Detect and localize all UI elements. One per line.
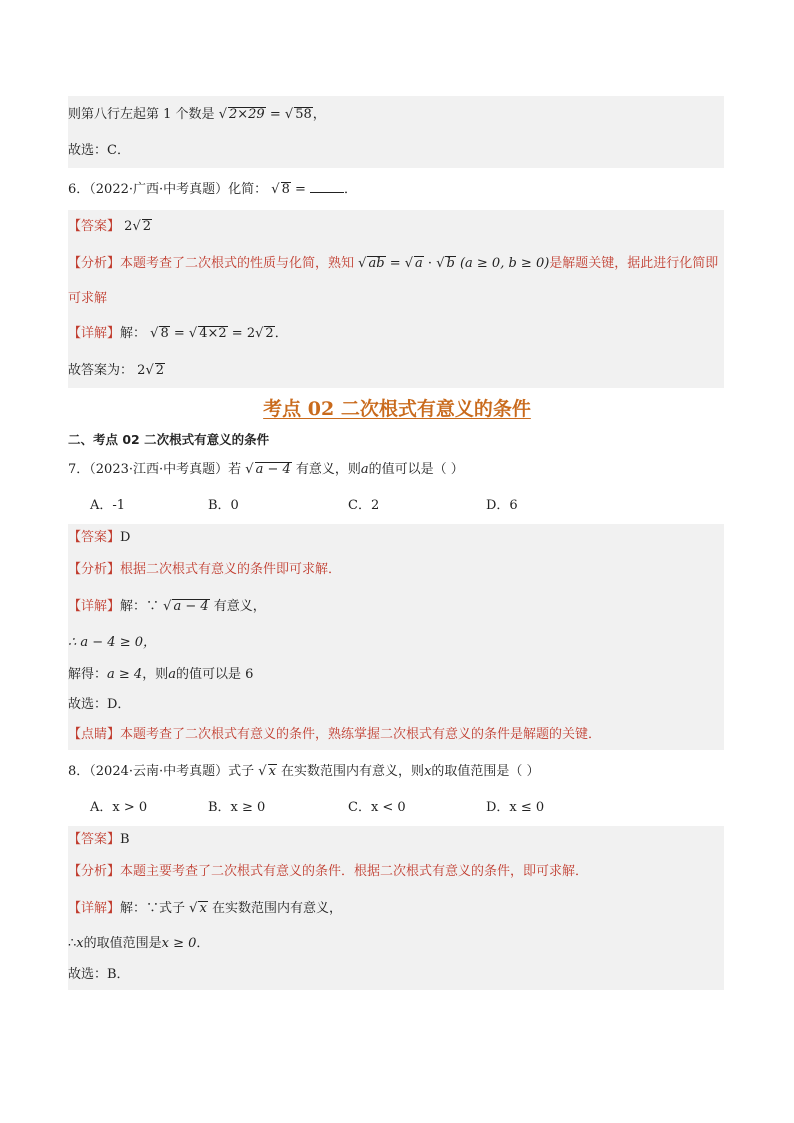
text: B	[120, 832, 130, 847]
text: 解得：	[68, 667, 108, 682]
prev-solution-line	[68, 96, 724, 134]
radicand: 2	[265, 326, 274, 341]
text: ．	[196, 936, 210, 951]
q7-analysis	[68, 552, 724, 588]
text: 2	[246, 326, 256, 341]
q8-detail	[68, 890, 724, 928]
q7-answer	[68, 524, 724, 552]
text: 本题考查了二次根式有意义的条件，熟练掌握二次根式有意义的条件是解题的关键．	[120, 727, 602, 742]
text: 则第八行左起第 1 个数是	[68, 107, 215, 122]
text: 解：∵	[120, 599, 160, 614]
text: 的取值范围是	[83, 936, 162, 951]
answer-tag: 【答案】	[68, 530, 121, 545]
q7-step1	[68, 626, 724, 660]
text: 7．（2023·江西·中考真题）若	[68, 462, 242, 477]
q6-analysis: 【分析】本题考查了二次根式的性质与化简，熟知 √ ab = √ a · √ b (a ≥ 0, b ≥ 0)是解题关键，据此进行化简即	[68, 244, 724, 284]
section-subtitle: 二、考点 02 二次根式有意义的条件	[68, 432, 270, 447]
text: ，	[312, 107, 326, 122]
text: 根据二次根式有意义的条件即可求解．	[120, 562, 342, 577]
analysis-tag: 【分析】	[68, 562, 121, 577]
option-a[interactable]: A．-1	[90, 498, 126, 513]
radical-sign-icon: √	[188, 326, 198, 341]
radical-sign-icon: √	[218, 107, 227, 122]
q8-stem	[68, 762, 724, 782]
option-c[interactable]: C．x < 0	[348, 800, 406, 815]
text: 在实数范围内有意义，则	[281, 764, 425, 779]
option-b[interactable]: B．0	[208, 498, 239, 513]
detail-tag: 【详解】	[68, 901, 121, 916]
text: 有意义，则	[295, 462, 361, 477]
q6-stem: 6．（2022·广西·中考真题）化简： √ 8 = ．	[68, 182, 358, 197]
text: 本题主要考查了二次根式有意义的条件．根据二次根式有意义的条件，即可求解．	[120, 864, 589, 879]
radicand: ab	[368, 256, 385, 271]
q8-step1	[68, 928, 724, 960]
q7-point	[68, 720, 724, 750]
variable: x	[424, 764, 432, 779]
q7-step2	[68, 660, 724, 690]
text: 故选：C．	[68, 143, 130, 158]
q7-options	[68, 496, 724, 516]
q8-options	[68, 798, 724, 818]
analysis-tag: 【分析】	[68, 256, 121, 271]
radicand: 4×2	[199, 326, 227, 341]
radical-sign-icon: √	[404, 256, 414, 271]
text: ∴ a − 4 ≥ 0，	[68, 635, 157, 650]
q7-step3	[68, 690, 724, 720]
variable: a	[168, 667, 176, 682]
condition: (a ≥ 0, b ≥ 0)	[459, 256, 550, 271]
radicand: 2×29	[228, 107, 265, 122]
radical-sign-icon: √	[271, 182, 280, 197]
text: 解：∵式子	[120, 901, 186, 916]
variable: a	[360, 462, 369, 477]
radical-sign-icon: √	[150, 326, 159, 341]
radical-sign-icon: √	[255, 326, 264, 341]
text: 故选：D．	[68, 697, 131, 712]
text: 有意义，	[213, 599, 266, 614]
option-a[interactable]: A．x > 0	[90, 800, 148, 815]
option-b[interactable]: B．x ≥ 0	[208, 800, 266, 815]
radical-sign-icon: √	[284, 107, 294, 122]
option-d[interactable]: D．6	[486, 498, 518, 513]
text: 本题考查了二次根式的性质与化简，熟知	[120, 256, 355, 271]
text: ．	[274, 326, 288, 341]
text: ，则	[142, 667, 169, 682]
q8-analysis	[68, 854, 724, 890]
radical-sign-icon: √	[436, 256, 445, 271]
radicand: 8	[281, 182, 290, 197]
radical-sign-icon: √	[163, 599, 172, 614]
answer-tag: 【答案】	[68, 219, 121, 234]
option-c[interactable]: C．2	[348, 498, 380, 513]
option-d[interactable]: D．x ≤ 0	[486, 800, 545, 815]
text: ∴	[68, 936, 77, 951]
text: 解：	[120, 326, 147, 341]
text: 的值可以是（ ）	[368, 462, 464, 477]
radical-sign-icon: √	[132, 219, 141, 234]
radicand: 8	[160, 326, 169, 341]
text: 的取值范围是（ ）	[431, 764, 540, 779]
radicand: a − 4	[173, 599, 209, 614]
answer-blank	[310, 180, 344, 193]
section-title: 考点 02 二次根式有意义的条件	[263, 398, 531, 420]
q8-step2	[68, 960, 724, 990]
detail-tag: 【详解】	[68, 326, 121, 341]
q6-detail: 【详解】解： √ 8 = √ 4×2 = 2√ 2．	[68, 314, 724, 354]
answer-tag: 【答案】	[68, 832, 121, 847]
prev-choice-line	[68, 134, 724, 168]
text: 故答案为：	[68, 363, 134, 378]
radicand: a	[415, 256, 423, 271]
radical-sign-icon: √	[358, 256, 367, 271]
text: 的值可以是 6	[175, 667, 254, 682]
radical-sign-icon: √	[145, 363, 154, 378]
text: ．	[344, 182, 358, 197]
text: 2	[137, 363, 146, 378]
q6-answer	[68, 210, 724, 244]
radical-sign-icon: √	[245, 462, 254, 477]
point-tag: 【点睛】	[68, 727, 121, 742]
inequality: a ≥ 4	[107, 667, 143, 682]
text: 故选：B．	[68, 967, 130, 982]
q6-final	[68, 354, 724, 388]
variable: x	[76, 936, 84, 951]
radicand: 58	[295, 107, 312, 122]
detail-tag: 【详解】	[68, 599, 121, 614]
analysis-tag: 【分析】	[68, 864, 121, 879]
text: 在实数范围内有意义，	[211, 901, 342, 916]
q7-detail	[68, 588, 724, 626]
radical-sign-icon: √	[258, 764, 267, 779]
radicand: x	[268, 764, 276, 779]
radicand: x	[199, 901, 207, 916]
q6-analysis-cont	[68, 284, 724, 314]
q8-answer	[68, 826, 724, 854]
text: 8．（2024·云南·中考真题）式子	[68, 764, 255, 779]
text: =	[269, 107, 281, 122]
radicand: 2	[155, 363, 165, 378]
inequality: x ≥ 0	[161, 936, 197, 951]
q7-stem	[68, 460, 724, 480]
radicand: b	[446, 256, 455, 271]
radicand: a − 4	[255, 462, 291, 477]
radical-sign-icon: √	[189, 901, 198, 916]
text: 可求解	[68, 291, 108, 306]
text: 6．（2022·广西·中考真题）化简：	[68, 182, 268, 197]
text: 2	[124, 219, 133, 234]
text: 是解题关键，据此进行化简即	[549, 256, 719, 271]
text: D	[120, 530, 131, 545]
radicand: 2	[142, 219, 152, 234]
